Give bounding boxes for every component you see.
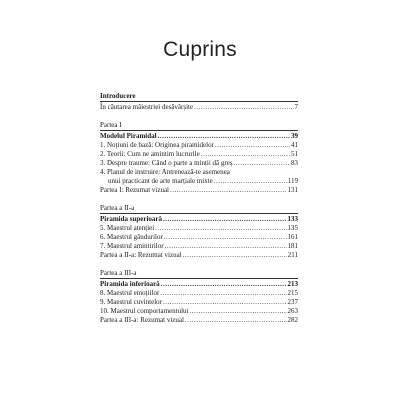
toc-entry [100,224,298,233]
toc-entry [100,150,298,159]
toc-entry [100,307,298,316]
toc-entry [100,316,298,325]
toc-section [100,280,298,289]
toc-entry-page: 83 [291,159,298,167]
toc-entry [100,242,298,251]
dot-leader [164,233,287,242]
dot-leader [234,159,290,168]
dot-leader [155,224,286,233]
dot-leader [189,307,286,316]
toc-section-page: 213 [287,280,298,288]
dot-leader [161,280,287,289]
toc-entry-title: 8. Maestrul emoțiilor [100,289,160,297]
dot-leader [183,251,287,260]
toc-section-page: 133 [287,215,298,223]
toc-entry-page: 215 [287,289,298,297]
toc-entry-page: 161 [287,233,298,241]
toc-entry-title: Partea a III-a: Rezumat vizual [100,316,184,324]
divider [100,130,298,131]
dot-leader [163,215,286,224]
toc-entry-title: 5. Maestrul atenției [100,224,155,232]
toc-entry-page: 41 [291,141,298,149]
dot-leader [185,316,287,325]
toc-entry [100,298,298,307]
toc-entry-title: 9. Maestrul cuvintelor [100,298,163,306]
toc-entry-title: 7. Maestrul amintirilor [100,242,164,250]
dot-leader [163,298,286,307]
dot-leader [201,150,290,159]
toc-entry-title: Partea I: Rezumat vizual [100,186,169,194]
toc-entry-page: 237 [287,298,298,306]
toc-entry-title: 2. Teorii: Cum ne amintim lucrurile [100,150,200,158]
toc-intro-heading: Introducere [100,92,136,100]
toc-entry-title: 1. Noțiuni de bază: Originea piramidelor [100,141,214,149]
toc-entry-title: 10. Maestrul comportamentului [100,307,189,315]
dot-leader [165,242,287,251]
toc-entry-page: 119 [287,177,298,185]
toc-entry [100,141,298,150]
divider [100,213,298,214]
toc-section [100,215,298,224]
toc-entry-page: 211 [287,251,298,259]
toc-entry [100,251,298,260]
toc-entry [100,103,298,112]
divider [100,278,298,279]
dot-leader [215,141,290,150]
dot-leader [160,289,286,298]
toc-entry-title: 4. Planul de instruire: Antrenează-te asemenea [100,168,230,176]
toc-entry-title: 6. Maestrul gândurilor [100,233,163,241]
toc-entry-page: 7 [294,103,298,111]
toc-entry-page: 181 [287,242,298,250]
dot-leader [158,132,290,141]
toc-part-label: Partea a III-a [100,269,137,277]
toc-section-page: 39 [291,132,298,140]
toc-entry-page: 282 [287,316,298,324]
toc-entry-page: 131 [287,186,298,194]
toc-entry [100,289,298,298]
toc-entry-title: 3. Despre traume: Când o parte a minții dă greș [100,159,233,167]
divider [100,101,298,102]
toc-part-label: Partea I [100,121,122,129]
toc-entry-page: 263 [287,307,298,315]
page-title: Cuprins [163,38,237,61]
toc-entry-page: 51 [291,150,298,158]
toc-entry-title: Partea a II-a: Rezumat vizual [100,251,182,259]
toc-section-title: Piramida superioară [100,215,163,223]
toc-entry-line1 [100,168,298,177]
toc-section-title: Modelul Piramidal [100,132,157,140]
toc-entry [100,233,298,242]
toc-entry-title-cont: unui practicant de arte marțiale mixte [108,177,213,185]
toc-section-title: Piramida inferioară [100,280,160,288]
dot-leader [194,103,293,112]
toc-part-label: Partea a II-a [100,204,135,212]
toc-entry-page: 135 [287,224,298,232]
toc-entry-line2 [100,177,298,186]
toc-entry [100,186,298,195]
toc-section [100,132,298,141]
dot-leader [170,186,287,195]
toc-entry-title: În căutarea măiestriei desăvârșite [100,103,194,111]
toc-entry [100,159,298,168]
dot-leader [214,177,287,186]
table-of-contents [100,92,298,325]
